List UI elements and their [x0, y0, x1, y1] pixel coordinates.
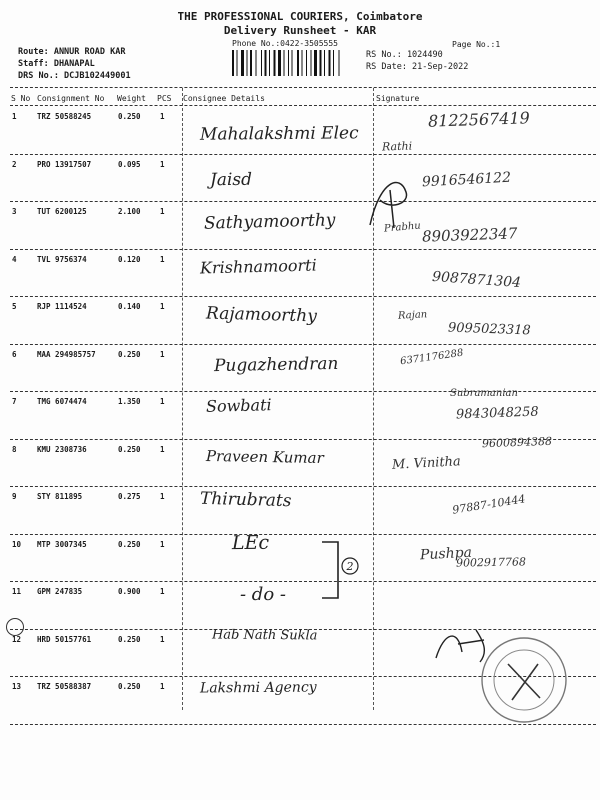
col-pcs: PCS [157, 94, 172, 103]
barcode-bar [261, 50, 262, 76]
barcode-bar [284, 50, 285, 76]
barcode-bar [339, 50, 340, 76]
row-consignment: MTP 3007345 [37, 539, 87, 549]
row-consignee: Lakshmi Agency [199, 679, 317, 697]
row-weight: 2.100 [118, 207, 141, 216]
row-pcs: 1 [160, 539, 165, 549]
row-consignee: LEc [231, 531, 270, 555]
row-2-signature-scribble [360, 170, 422, 235]
row-12-circle-mark [6, 618, 24, 636]
row-consignment: STY 811895 [37, 492, 83, 501]
row-signature-name: Subramanian [450, 388, 518, 399]
row-sno: 4 [12, 254, 17, 264]
row-pcs: 1 [160, 634, 165, 644]
row-consignee: Krishnamoorti [199, 255, 317, 278]
barcode-bar [256, 50, 257, 76]
row-weight: 0.900 [118, 587, 141, 596]
row-consignment: KMU 2308736 [37, 444, 87, 454]
barcode-bar [265, 50, 267, 76]
drs-number: DRS No.: DCJB102449001 [18, 71, 131, 81]
row-signature-name: Rathi [381, 139, 413, 154]
consignee-column-divider [182, 88, 183, 710]
row-signature: 9916546122 [421, 169, 512, 191]
row-sno: 10 [12, 539, 22, 549]
barcode-bar [232, 50, 234, 76]
barcode-bar [292, 50, 293, 76]
row-sno: 13 [12, 682, 22, 691]
row-sno: 8 [12, 444, 17, 454]
row-weight: 0.275 [118, 492, 141, 501]
barcode-bar [333, 50, 334, 76]
col-consignment: Consignment No [37, 94, 105, 103]
row-weight: 0.250 [118, 682, 141, 691]
row-signature: 97887-10444 [451, 492, 527, 517]
row-consignee: Praveen Kumar [205, 446, 324, 468]
barcode-bar [241, 50, 244, 76]
row-pcs: 1 [160, 207, 165, 216]
row-sno: 12 [12, 634, 22, 644]
row-consignee: Hab Nath Sukla [211, 627, 318, 644]
row-sno: 1 [12, 112, 17, 121]
row-weight: 0.120 [118, 254, 141, 264]
row-consignment: HRD 50157761 [37, 634, 92, 644]
row-consignee: Sowbati [205, 395, 272, 416]
row-divider [10, 344, 596, 345]
col-signature: Signature [376, 94, 420, 103]
row-pcs: 1 [160, 159, 165, 169]
row-consignment: PRO 13917507 [37, 159, 92, 169]
row-consignment: TVL 9756374 [37, 254, 87, 264]
barcode-bar [306, 50, 307, 76]
route-label: Route: ANNUR ROAD KAR [18, 47, 126, 57]
row-consignee: Pugazhendran [213, 353, 339, 377]
row-weight: 0.250 [118, 634, 141, 644]
row-consignee: - do - [240, 584, 286, 605]
row-consignment: TRZ 50588387 [37, 682, 92, 691]
row-consignment: GPM 247835 [37, 587, 83, 596]
col-consignee: Consignee Details [183, 94, 265, 103]
row-consignment: TUT 6200125 [37, 207, 87, 216]
row-divider [10, 249, 596, 250]
row-consignment: TRZ 50588245 [37, 112, 92, 121]
row-divider [10, 154, 596, 155]
row-sno: 11 [12, 587, 22, 596]
barcode-bar [329, 50, 331, 76]
row-signature: 9087871304 [431, 268, 522, 292]
row-signature: 9843048258 [455, 404, 539, 423]
row-pcs: 1 [160, 254, 165, 264]
row-consignee: Jaisd [209, 169, 253, 191]
rs-date: RS Date: 21-Sep-2022 [366, 62, 469, 72]
row-weight: 0.250 [118, 539, 141, 549]
row-divider [10, 581, 596, 582]
row-divider [10, 486, 596, 487]
table-top-rule [10, 87, 596, 88]
barcode-icon [232, 50, 356, 76]
row-signature-name: Pushpa [419, 544, 473, 564]
row-divider [10, 534, 596, 535]
barcode-bar [311, 50, 312, 76]
row-12-signature-scribble [428, 622, 498, 666]
row-sno: 7 [12, 397, 17, 406]
row-signature: 6371176288 [399, 347, 465, 368]
row-sno: 9 [12, 492, 17, 501]
barcode-bar [314, 50, 317, 76]
col-sno: S No [11, 94, 31, 103]
barcode-bar [278, 50, 281, 76]
barcode-bar [274, 50, 276, 76]
row-weight: 0.250 [118, 112, 141, 121]
row-pcs: 1 [160, 682, 165, 691]
barcode-bar [237, 50, 238, 76]
row-pcs: 1 [160, 587, 165, 596]
row-divider [10, 296, 596, 297]
barcode-bar [297, 50, 299, 76]
row-pcs: 1 [160, 492, 165, 501]
row-consignee: Rajamoorthy [205, 303, 318, 327]
sheet-title: Delivery Runsheet - KAR [223, 24, 377, 37]
bracket-mark [318, 538, 362, 610]
row-weight: 0.250 [118, 444, 141, 454]
row-signature-name: Rajan [397, 309, 428, 322]
row-weight: 0.140 [118, 302, 141, 311]
row-consignment: MAA 294985757 [37, 349, 96, 359]
barcode-bar [288, 50, 289, 76]
barcode-bar [269, 50, 270, 76]
row-weight: 0.250 [118, 349, 141, 359]
barcode-bar [302, 50, 303, 76]
barcode-bar [247, 50, 248, 76]
barcode-bar [250, 50, 252, 76]
col-weight: Weight [117, 94, 146, 103]
row-consignee: Sathyamoorthy [203, 210, 336, 234]
row-signature: 9600894388 [481, 434, 553, 451]
row-pcs: 1 [160, 397, 165, 406]
rs-number: RS No.: 1024490 [366, 50, 443, 60]
header-bottom-rule [10, 105, 596, 106]
row-signature: 9095023318 [447, 320, 531, 339]
row-signature-name: Prabhu [383, 220, 422, 235]
barcode-bar [324, 50, 325, 76]
row-sno: 5 [12, 302, 17, 311]
row-divider [10, 201, 596, 202]
row-pcs: 1 [160, 444, 165, 454]
row-signature-name: M. Vinitha [391, 454, 462, 473]
phone-number: Phone No.:0422-3505555 [232, 39, 338, 48]
row-signature: 8122567419 [427, 108, 531, 131]
row-sno: 6 [12, 349, 17, 359]
row-pcs: 1 [160, 349, 165, 359]
row-sno: 3 [12, 207, 17, 216]
row-sno: 2 [12, 159, 17, 169]
row-weight: 0.095 [118, 159, 141, 169]
row-consignee: Mahalakshmi Elec [199, 123, 359, 145]
bracket-note: 2 [346, 560, 354, 573]
staff-label: Staff: DHANAPAL [18, 59, 95, 69]
row-signature: 8903922347 [421, 224, 518, 246]
row-consignee: Thirubrats [199, 488, 292, 512]
row-pcs: 1 [160, 112, 165, 121]
barcode-bar [320, 50, 322, 76]
row-signature: 9002917768 [455, 555, 527, 570]
row-consignment: RJP 1114524 [37, 302, 87, 311]
page-number: Page No.:1 [452, 40, 501, 49]
row-pcs: 1 [160, 302, 165, 311]
row-weight: 1.350 [118, 397, 141, 406]
row-consignment: TMG 6074474 [37, 397, 87, 406]
company-title: THE PROFESSIONAL COURIERS, Coimbatore [177, 10, 423, 23]
